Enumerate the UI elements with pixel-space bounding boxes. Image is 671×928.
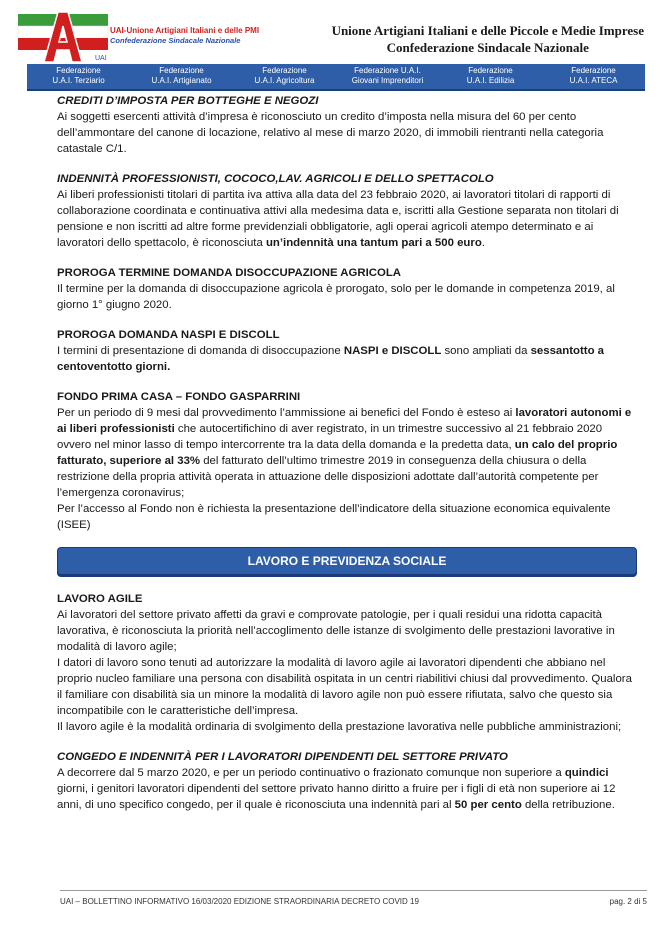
section-text: Il lavoro agile è la modalità ordinaria di svolgimento della prestazione lavorativa nelle pubbliche amministrazioni; — [57, 721, 622, 733]
header-title — [332, 22, 644, 56]
section-text: A decorrere dal 5 marzo 2020, e per un periodo continuativo o frazionato comunque non superiore a quindici giorni, i genitori lavoratori dipendenti del settore privato hanno diritto a fruire per i figli di età non superiore ai 12 anni, di uno specifico congedo, per il quale è riconosciuta una indennità pari al 50 per cento della retribuzione. — [57, 767, 616, 811]
page-number: pag. 2 di 5 — [609, 897, 647, 906]
section-title: CONGEDO E INDENNITÀ PER I LAVORATORI DIPENDENTI DEL SETTORE PRIVATO — [57, 751, 508, 763]
section-text: Ai lavoratori del settore privato affetti da gravi e comprovate patologie, per i quali residui una ridotta capacità lavorativa, è riconosciuta la priorità nell’accoglimento delle istanze di svolgimento delle prestazioni lavorative in modalità di lavoro agile; — [57, 609, 615, 653]
header-title-line1: Unione Artigiani Italiani e delle Piccole e Medie Imprese — [331, 23, 644, 38]
section-text: Per un periodo di 9 mesi dal provvedimento l’ammissione ai benefici del Fondo è esteso ai lavoratori autonomi e ai liberi professionisti che autocertifichino di aver registrato, in un trimestre successivo al 21 febbraio 2020 ovvero nel minor lasso di tempo intercorrente tra la data della domanda e la predetta data, un calo del proprio fatturato, superiore al 33% del fatturato dell’ultimo trimestre 2019 in conseguenza della chiusura o della restrizione della propria attività operata in attuazione delle disposizioni adottate dall’autorità competente per l’emergenza coronavirus; — [57, 407, 632, 499]
page-header — [14, 8, 664, 64]
section-text: Per l’accesso al Fondo non è richiesta la presentazione dell’indicatore della situazione economica equivalente (ISEE) — [57, 503, 611, 531]
section-text: Ai liberi professionisti titolari di partita iva attiva alla data del 23 febbraio 2020, ai lavoratori titolari di rapporti di collaborazione coordinata e continuativa attivi alla medesima data e, iscritti alla Gestione separata non titolari di pensione e non iscritti ad altre forme previdenziali obbligatorie, agli operai agricoli atempo determinato e ai lavoratori dello spettacolo, è riconosciuta un’indennità una tantum pari a 500 euro. — [57, 189, 619, 249]
section-banner: LAVORO E PREVIDENZA SOCIALE — [57, 547, 637, 575]
brand-name: UAI-Unione Artigiani Italiani e delle PMI — [110, 26, 260, 35]
federation-item: Federazione U.A.I. ATECA — [569, 66, 618, 85]
federation-item: Federazione U.A.I. Terziario — [52, 66, 105, 85]
section-text: Il termine per la domanda di disoccupazione agricola è prorogato, solo per le domande in competenza 2019, al giorno 1° giugno 2020. — [57, 283, 615, 311]
federation-item: Federazione U.A.I. Edilizia — [466, 66, 515, 85]
federation-item: Federazione U.A.I. Agricoltura — [254, 66, 315, 85]
federation-item: Federazione U.A.I. Artigianato — [151, 66, 212, 85]
section-text: I datori di lavoro sono tenuti ad autorizzare la modalità di lavoro agile ai lavoratori dipendenti che abbiano nel proprio nucleo familiare una persona con disabilità ospitata in un centri riabilitivi chiusi dal provvedimento. Qualora il familiare con disabilità sia un minore la modalità di lavoro agile non può essere rifiutata, salvo che questo sia incompatibile con le caratteristiche dell’impresa. — [57, 657, 632, 717]
page-footer — [60, 890, 647, 906]
federation-bar — [27, 64, 645, 91]
federation-item: Federazione U.A.I. Giovani Imprenditori — [351, 66, 424, 85]
brand-block — [110, 26, 259, 46]
section-title: LAVORO AGILE — [57, 593, 143, 605]
section-title: PROROGA TERMINE DOMANDA DISOCCUPAZIONE AGRICOLA — [57, 267, 402, 279]
logo-text: UAI — [95, 55, 107, 62]
footer-left: UAI – BOLLETTINO INFORMATIVO 16/03/2020 EDIZIONE STRAORDINARIA DECRETO COVID 19 — [60, 897, 419, 906]
section-title: PROROGA DOMANDA NASPI E DISCOLL — [57, 329, 280, 341]
document-body — [57, 93, 637, 813]
uai-logo — [14, 8, 110, 64]
section-title: INDENNITÀ PROFESSIONISTI, COCOCO,LAV. AGRICOLI E DELLO SPETTACOLO — [57, 173, 494, 185]
section-text: Ai soggetti esercenti attività d’impresa è riconosciuto un credito d’imposta nella misura del 60 per cento dell’ammontare del canone di locazione, relativo al mese di marzo 2020, di immobili rientranti nella categoria catastale C/1. — [57, 111, 604, 155]
header-title-line2: Confederazione Sindacale Nazionale — [386, 40, 589, 55]
section-text: I termini di presentazione di domanda di disoccupazione NASPI e DISCOLL sono ampliati da sessantotto a centoventotto giorni. — [57, 345, 605, 373]
brand-subtitle: Confederazione Sindacale Nazionale — [110, 36, 241, 45]
section-title: FONDO PRIMA CASA – FONDO GASPARRINI — [57, 391, 301, 403]
section-title: CREDITI D’IMPOSTA PER BOTTEGHE E NEGOZI — [57, 95, 319, 107]
